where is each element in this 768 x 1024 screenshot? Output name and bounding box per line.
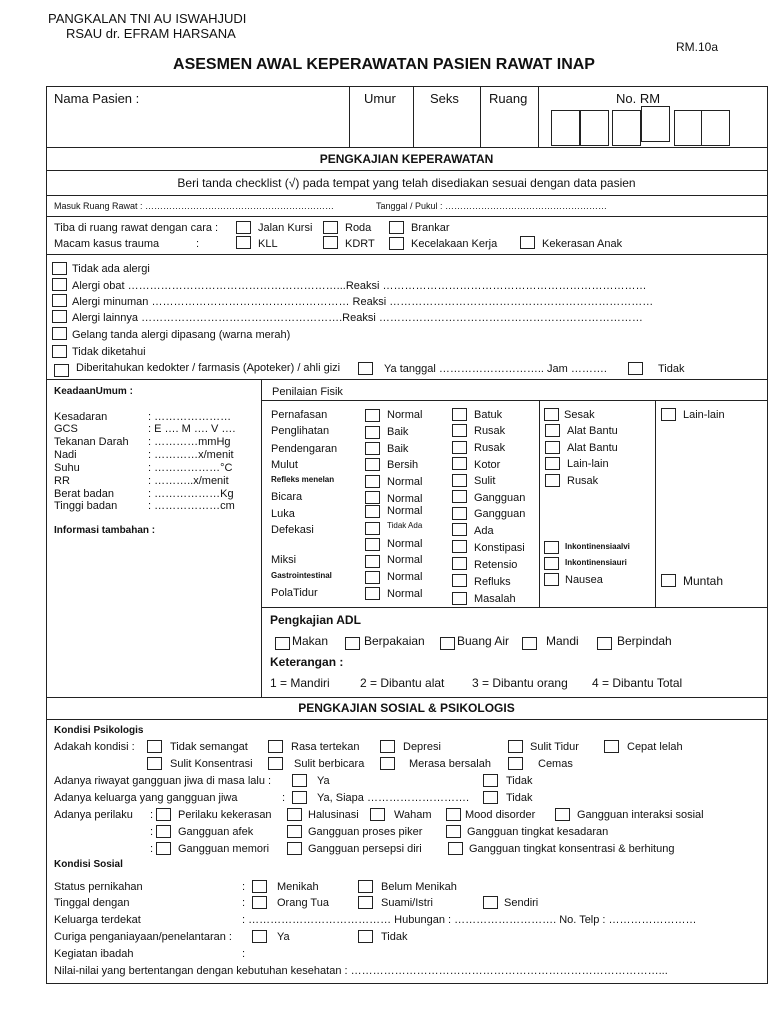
checkbox-fisik-col1[interactable]	[365, 409, 380, 422]
vital-label: RR	[54, 475, 70, 487]
kondisi-option: Sulit Konsentrasi	[170, 758, 253, 770]
tinggal-option: Orang Tua	[277, 897, 329, 909]
divider	[46, 216, 767, 217]
fisik-label: Mulut	[271, 459, 298, 471]
checkbox-fisik-col2[interactable]	[452, 557, 467, 570]
fisik-col1-label: Baik	[387, 443, 409, 455]
checkbox-rasa-tertekan[interactable]	[268, 740, 283, 753]
vital-value[interactable]: : ………………cm	[148, 500, 235, 512]
fisik-col1-label: Baik	[387, 426, 409, 438]
fisik-col2-label: Kotor	[474, 459, 501, 471]
checkbox-fisik-col3[interactable]	[545, 474, 560, 487]
perilaku-option: Gangguan proses piker	[308, 826, 423, 838]
keterangan-item: 4 = Dibantu Total	[592, 676, 683, 690]
keterangan-item: 2 = Dibantu alat	[360, 676, 445, 690]
adl-option: Mandi	[546, 634, 579, 648]
checkbox-depresi[interactable]	[380, 740, 395, 753]
alergi-obat-field[interactable]: Alergi obat …………………………………………………...Reaksi ………………………………………………………………	[72, 280, 647, 292]
checkbox-ya-tanggal[interactable]	[358, 362, 373, 375]
fisik-label: Luka	[271, 508, 295, 520]
checkbox-sendiri[interactable]	[483, 896, 498, 909]
checkbox-merasa-bersalah[interactable]	[380, 757, 395, 770]
instruction-text: Beri tanda checklist (√) pada tempat yang telah disediakan sesuai dengan data pasien	[177, 176, 636, 190]
fisik-col2-label: Sulit	[474, 475, 496, 487]
kondisi-option: Cemas	[538, 758, 573, 770]
checkbox-fisik-col2[interactable]	[452, 457, 467, 470]
perilaku-option: Gangguan afek	[178, 826, 254, 838]
divider	[655, 400, 656, 607]
form-title: ASESMEN AWAL KEPERAWATAN PASIEN RAWAT INAP	[173, 56, 595, 73]
kasus-colon: :	[196, 238, 200, 250]
kondisi-option: Merasa bersalah	[409, 758, 491, 770]
checkbox-fisik-col4[interactable]	[661, 408, 676, 421]
fisik-col2-label: Rusak	[474, 442, 506, 454]
checkbox-curiga-ya[interactable]	[252, 930, 267, 943]
checkbox-fisik-col1[interactable]	[365, 426, 380, 439]
checkbox-fisik-col1[interactable]	[365, 571, 380, 584]
checkbox-gangguan-memori[interactable]	[156, 842, 171, 855]
vital-label: Suhu	[54, 462, 80, 474]
checkbox-tidak-diketahui[interactable]	[52, 345, 67, 358]
adl-title: Pengkajian ADL	[270, 613, 361, 627]
divider	[539, 400, 540, 607]
checkbox-gelang-alergi[interactable]	[52, 327, 67, 340]
alergi-lainnya-field[interactable]: Alergi lainnya ……………………………………………….Reaksi ………………………………………………………………	[72, 312, 643, 324]
fisik-label: Bicara	[271, 491, 303, 503]
diberitahukan-label: Diberitahukan kedokter / farmasis (Apoteker) / ahli gizi	[76, 362, 341, 374]
tidak-label: Tidak	[381, 931, 408, 943]
keterangan-item: 1 = Mandiri	[270, 676, 330, 690]
checkbox-fisik-col1[interactable]	[365, 491, 380, 504]
tinggal-dengan-label: Tinggal dengan	[54, 897, 130, 909]
status-pernikahan-label: Status pernikahan	[54, 881, 143, 893]
fisik-col2-label: Ada	[474, 525, 494, 537]
tidak-label: Tidak	[506, 775, 533, 787]
tanggal-pukul-field[interactable]: Tanggal / Pukul : ………………………………………………	[376, 201, 608, 211]
fisik-col2-label: Gangguan	[474, 508, 526, 520]
kondisi-option: Cepat lelah	[627, 741, 683, 753]
checkbox-fisik-col2[interactable]	[452, 507, 467, 520]
ya-label: Ya	[317, 775, 330, 787]
checkbox-fisik-col2[interactable]	[452, 490, 467, 503]
kondisi-option: Tidak semangat	[170, 741, 248, 753]
fisik-col3-label: Rusak	[567, 475, 599, 487]
checkbox-suami-istri[interactable]	[358, 896, 373, 909]
perilaku-option: Perilaku kekerasan	[178, 809, 272, 821]
checkbox-gangguan-konsentrasi[interactable]	[448, 842, 463, 855]
seks-label: Seks	[430, 91, 459, 106]
adl-option: Berpakaian	[364, 634, 425, 648]
checkbox-orang-tua[interactable]	[252, 896, 267, 909]
kasus-label: Macam kasus trauma	[54, 238, 160, 250]
fisik-col3-label: Alat Bantu	[567, 425, 618, 437]
checkbox-curiga-tidak[interactable]	[358, 930, 373, 943]
tiba-option: Jalan Kursi	[258, 222, 313, 234]
fisik-col3-label: Alat Bantu	[567, 442, 618, 454]
umur-label: Umur	[364, 91, 396, 106]
checkbox-fisik-col2[interactable]	[452, 408, 467, 421]
fisik-col1-label: Bersih	[387, 459, 419, 471]
fisik-col3-label: Inkontinensiaalvi	[565, 542, 630, 551]
checkbox-cemas[interactable]	[508, 757, 523, 770]
checkbox-fisik-col3[interactable]	[544, 557, 559, 570]
keluarga-gangguan-label: Adanya keluarga yang gangguan jiwa	[54, 792, 238, 804]
checkbox-fisik-col3[interactable]	[544, 408, 559, 421]
ruang-label: Ruang	[489, 91, 528, 106]
checkbox-kecelakaan-kerja[interactable]	[389, 237, 404, 250]
perilaku-option: Gangguan interaksi sosial	[577, 809, 704, 821]
fisik-label: Pendengaran	[271, 443, 338, 455]
checkbox-kdrt[interactable]	[323, 236, 338, 249]
alergi-tidak-ada-label: Tidak ada alergi	[72, 263, 150, 275]
fisik-col1-label: Normal	[387, 505, 423, 517]
vital-value[interactable]: : ………………Kg	[148, 488, 234, 500]
keluarga-terdekat-label: Keluarga terdekat	[54, 914, 141, 926]
checkbox-alergi-minuman[interactable]	[52, 294, 67, 307]
tinggal-option: Sendiri	[504, 897, 539, 909]
no-rm-digit-box[interactable]	[641, 106, 670, 142]
checkbox-cepat-lelah[interactable]	[604, 740, 619, 753]
checkbox-fisik-col3[interactable]	[544, 573, 559, 586]
perilaku-colon: :	[150, 826, 154, 838]
checkbox-jalan[interactable]	[236, 221, 251, 234]
checkbox-keluarga-tidak[interactable]	[483, 791, 498, 804]
checkbox-tidak-ada-alergi[interactable]	[52, 262, 67, 275]
checkbox-sulit-tidur[interactable]	[508, 740, 523, 753]
fisik-col2-label: Gangguan	[474, 492, 526, 504]
checkbox-fisik-col2[interactable]	[452, 474, 467, 487]
kondisi-option: Sulit berbicara	[294, 758, 365, 770]
checkbox-fisik-col1[interactable]	[365, 475, 380, 488]
kondisi-psikologis-title: Kondisi Psikologis	[54, 725, 144, 736]
tinggal-option: Suami/Istri	[381, 897, 433, 909]
fisik-label: Penglihatan	[271, 425, 330, 437]
checkbox-belum-menikah[interactable]	[358, 880, 373, 893]
checkbox-adl-berpindah[interactable]	[597, 637, 612, 650]
checkbox-gangguan-afek[interactable]	[156, 825, 171, 838]
checkbox-fisik-col1[interactable]	[365, 505, 380, 518]
fisik-label: Miksi	[271, 554, 297, 566]
fisik-col2-label: Rusak	[474, 425, 506, 437]
fisik-col3-label: Nausea	[565, 574, 603, 586]
no-rm-digit-box[interactable]	[580, 110, 609, 146]
checkbox-fisik-col3[interactable]	[544, 541, 559, 554]
vital-value[interactable]: : E …. M …. V ….	[148, 423, 236, 435]
penilaian-fisik-title: Penilaian Fisik	[272, 386, 343, 398]
keluarga-gangguan-colon: :	[282, 792, 286, 804]
fisik-col1-label: Normal	[387, 493, 423, 505]
tiba-option: Roda	[345, 222, 372, 234]
checkbox-fisik-col1[interactable]	[365, 458, 380, 471]
alergi-minuman-field[interactable]: Alergi minuman ……………………………………………… Reaksi ………………………………………………………………	[72, 296, 654, 308]
checkbox-gangguan-kesadaran[interactable]	[446, 825, 461, 838]
checkbox-fisik-col4[interactable]	[661, 574, 676, 587]
fisik-col1-label: Normal	[387, 588, 423, 600]
fisik-col2-label: Batuk	[474, 409, 503, 421]
kasus-option: Kekerasan Anak	[542, 238, 623, 250]
checkbox-diberitahukan[interactable]	[54, 364, 69, 377]
checkbox-fisik-col1[interactable]	[365, 555, 380, 568]
riwayat-gangguan-label: Adanya riwayat gangguan jiwa di masa lalu :	[54, 775, 272, 787]
fisik-col2-label: Refluks	[474, 576, 511, 588]
checkbox-gangguan-persepsi-diri[interactable]	[287, 842, 302, 855]
checkbox-fisik-col2[interactable]	[452, 424, 467, 437]
divider	[261, 400, 767, 401]
kegiatan-colon: :	[242, 948, 246, 960]
fisik-col3-label: Lain-lain	[567, 458, 609, 470]
checkbox-fisik-col2[interactable]	[452, 523, 467, 536]
perilaku-option: Halusinasi	[308, 809, 359, 821]
keluarga-terdekat-field[interactable]: : ………………………………… Hubungan : ………………………. No. Telp : ……………………	[242, 914, 697, 926]
fisik-label: Gastrointestinal	[271, 571, 332, 580]
status-option: Belum Menikah	[381, 881, 457, 893]
checkbox-perilaku-kekerasan[interactable]	[156, 808, 171, 821]
vital-value[interactable]: : …………mmHg	[148, 436, 231, 448]
divider	[46, 697, 767, 698]
tinggal-colon: :	[242, 897, 246, 909]
kondisi-sosial-title: Kondisi Sosial	[54, 859, 123, 870]
section-sosial-title: PENGKAJIAN SOSIAL & PSIKOLOGIS	[298, 701, 515, 715]
tidak-label: Tidak	[506, 792, 533, 804]
adl-option: Makan	[292, 634, 329, 648]
checkbox-fisik-col3[interactable]	[545, 424, 560, 437]
divider	[413, 86, 414, 147]
checkbox-alergi-obat[interactable]	[52, 278, 67, 291]
perilaku-option: Gangguan tingkat konsentrasi & berhitung	[469, 843, 675, 855]
no-rm-digit-box[interactable]	[551, 110, 580, 146]
fisik-label: Defekasi	[271, 524, 314, 536]
checkbox-fisik-col2[interactable]	[452, 574, 467, 587]
perilaku-colon: :	[150, 809, 154, 821]
perilaku-colon: :	[150, 843, 154, 855]
checkbox-kll[interactable]	[236, 236, 251, 249]
nilai-nilai-field[interactable]: Nilai-nilai yang bertentangan dengan kebutuhan kesehatan : …………………………………………………………………………...	[54, 965, 668, 977]
checkbox-fisik-col1[interactable]	[365, 522, 380, 535]
checkbox-waham[interactable]	[370, 808, 385, 821]
gelang-alergi-label: Gelang tanda alergi dipasang (warna merah)	[72, 329, 291, 341]
checkbox-halusinasi[interactable]	[287, 808, 302, 821]
kondisi-option: Depresi	[403, 741, 441, 753]
divider	[349, 86, 350, 147]
fisik-col4-label: Muntah	[683, 574, 724, 588]
checkbox-kursi-roda[interactable]	[323, 221, 338, 234]
perilaku-option: Mood disorder	[465, 809, 536, 821]
kondisi-option: Rasa tertekan	[291, 741, 360, 753]
keadaan-umum-title: KeadaanUmum :	[54, 386, 133, 397]
kasus-option: KLL	[258, 238, 278, 250]
org-line-2: RSAU dr. EFRAM HARSANA	[66, 26, 236, 41]
fisik-col3-label: Inkontinensiauri	[565, 558, 627, 567]
divider	[46, 379, 767, 380]
divider	[46, 719, 767, 720]
divider	[46, 195, 767, 196]
fisik-label: PolaTidur	[271, 587, 318, 599]
fisik-col2-label: Retensio	[474, 559, 518, 571]
form-code: RM.10a	[676, 40, 719, 54]
vital-label: GCS	[54, 423, 78, 435]
tiba-option: Brankar	[411, 222, 450, 234]
checkbox-alergi-lainnya[interactable]	[52, 310, 67, 323]
checkbox-riwayat-tidak[interactable]	[483, 774, 498, 787]
fisik-col1-label: Tidak Ada	[387, 521, 423, 530]
checkbox-sulit-berbicara[interactable]	[268, 757, 283, 770]
adl-option: Buang Air	[457, 634, 510, 648]
masuk-ruang-field[interactable]: Masuk Ruang Rawat : ………………………………………………………	[54, 201, 335, 211]
divider	[538, 86, 539, 147]
divider	[46, 254, 767, 255]
checkbox-adl-berpakaian[interactable]	[345, 637, 360, 650]
org-line-1: PANGKALAN TNI AU ISWAHJUDI	[48, 11, 247, 26]
checkbox-gangguan-proses-piker[interactable]	[287, 825, 302, 838]
checkbox-kekerasan-anak[interactable]	[520, 236, 535, 249]
checkbox-menikah[interactable]	[252, 880, 267, 893]
keterangan-item: 3 = Dibantu orang	[472, 676, 568, 690]
vital-value[interactable]: : ………..x/menit	[148, 475, 229, 487]
no-rm-digit-box[interactable]	[674, 110, 703, 146]
fisik-col3-label: Sesak	[564, 409, 595, 421]
informasi-tambahan-label: Informasi tambahan :	[54, 525, 156, 536]
fisik-col1-label: Normal	[387, 571, 423, 583]
checkbox-adl-mandi[interactable]	[522, 637, 537, 650]
vital-label: Nadi	[54, 449, 77, 461]
fisik-col1-label: Normal	[387, 538, 423, 550]
tiba-label: Tiba di ruang rawat dengan cara :	[54, 222, 219, 234]
status-colon: :	[242, 881, 246, 893]
curiga-label: Curiga penganiayaan/penelantaran :	[54, 931, 232, 943]
checkbox-brankar[interactable]	[389, 221, 404, 234]
kegiatan-ibadah-label: Kegiatan ibadah	[54, 948, 134, 960]
no-rm-digit-box[interactable]	[701, 110, 730, 146]
adl-option: Berpindah	[617, 634, 672, 648]
fisik-col1-label: Normal	[387, 554, 423, 566]
checkbox-keluarga-ya[interactable]	[292, 791, 307, 804]
ya-tanggal-field[interactable]: Ya tanggal ……………………….. Jam ……….	[384, 363, 607, 375]
checkbox-fisik-col1[interactable]	[365, 587, 380, 600]
ya-siapa-field[interactable]: Ya, Siapa ……………………….	[317, 792, 469, 804]
section-pengkajian-title: PENGKAJIAN KEPERAWATAN	[319, 152, 494, 166]
no-rm-label: No. RM	[616, 91, 661, 106]
perilaku-option: Gangguan memori	[178, 843, 270, 855]
vital-label: Tekanan Darah	[54, 436, 129, 448]
checkbox-sulit-konsentrasi[interactable]	[147, 757, 162, 770]
fisik-col1-label: Normal	[387, 476, 423, 488]
no-rm-digit-box[interactable]	[612, 110, 641, 146]
checkbox-fisik-col1[interactable]	[365, 442, 380, 455]
vital-value[interactable]: : …………x/menit	[148, 449, 234, 461]
vital-value[interactable]: : …………………	[148, 411, 232, 423]
status-option: Menikah	[277, 881, 319, 893]
fisik-label: Pernafasan	[271, 409, 328, 421]
perilaku-option: Gangguan tingkat kesadaran	[467, 826, 609, 838]
adakah-kondisi-label: Adakah kondisi :	[54, 741, 135, 753]
kasus-option: KDRT	[345, 238, 375, 250]
checkbox-fisik-col2[interactable]	[452, 592, 467, 605]
checkbox-mood-disorder[interactable]	[446, 808, 461, 821]
fisik-col4-label: Lain-lain	[683, 409, 725, 421]
checkbox-fisik-col2[interactable]	[452, 441, 467, 454]
vital-value[interactable]: : ………………°C	[148, 462, 233, 474]
fisik-col1-label: Normal	[387, 409, 423, 421]
keterangan-title: Keterangan :	[270, 655, 344, 669]
checkbox-fisik-col3[interactable]	[545, 457, 560, 470]
checkbox-adl-buang-air[interactable]	[440, 637, 455, 650]
tidak-label: Tidak	[658, 363, 685, 375]
checkbox-tidak-diberitahukan[interactable]	[628, 362, 643, 375]
divider	[261, 379, 262, 698]
fisik-col2-label: Konstipasi	[474, 542, 525, 554]
divider	[46, 147, 767, 148]
tidak-diketahui-label: Tidak diketahui	[72, 346, 146, 358]
checkbox-fisik-col1[interactable]	[365, 538, 380, 551]
divider	[46, 170, 767, 171]
checkbox-riwayat-ya[interactable]	[292, 774, 307, 787]
checkbox-adl-makan[interactable]	[275, 637, 290, 650]
kasus-option: Kecelakaan Kerja	[411, 238, 498, 250]
perilaku-option: Gangguan persepsi diri	[308, 843, 422, 855]
divider	[480, 86, 481, 147]
perilaku-option: Waham	[394, 809, 432, 821]
nama-pasien-label: Nama Pasien :	[54, 91, 140, 106]
fisik-label: Refleks menelan	[271, 475, 335, 484]
fisik-col2-label: Masalah	[474, 593, 516, 605]
checkbox-fisik-col2[interactable]	[452, 540, 467, 553]
vital-label: Tinggi badan	[54, 500, 118, 512]
checkbox-gangguan-interaksi[interactable]	[555, 808, 570, 821]
adanya-perilaku-label: Adanya perilaku	[54, 809, 133, 821]
vital-label: Kesadaran	[54, 411, 108, 423]
ya-label: Ya	[277, 931, 290, 943]
checkbox-fisik-col3[interactable]	[545, 441, 560, 454]
divider	[261, 607, 767, 608]
checkbox-tidak-semangat[interactable]	[147, 740, 162, 753]
vital-label: Berat badan	[54, 488, 114, 500]
kondisi-option: Sulit Tidur	[530, 741, 579, 753]
